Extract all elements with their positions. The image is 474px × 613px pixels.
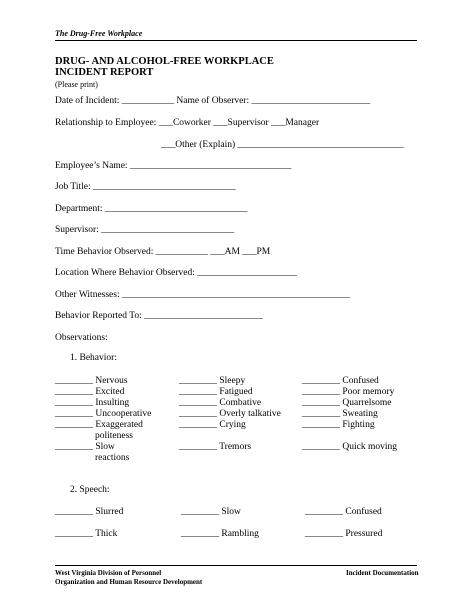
behavior-option-fatigued[interactable]: ________ Fatigued xyxy=(179,387,253,397)
print-instruction: (Please print) xyxy=(55,80,98,89)
supervisor-field[interactable]: Supervisor: ____________________________ xyxy=(55,225,235,235)
behavior-option-label-continuation: reactions xyxy=(95,453,130,463)
reported-to-field[interactable]: Behavior Reported To: _________________________ xyxy=(55,311,263,321)
behavior-option-fighting[interactable]: ________ Fighting xyxy=(302,420,375,430)
speech-heading: 2. Speech: xyxy=(70,485,110,495)
department-field[interactable]: Department: ______________________________ xyxy=(55,204,248,214)
speech-option-rambling[interactable]: ________ Rambling xyxy=(181,529,259,539)
behavior-option-sleepy[interactable]: ________ Sleepy xyxy=(179,376,246,386)
speech-option-slurred[interactable]: ________ Slurred xyxy=(55,507,124,517)
relationship-other-field[interactable]: ___Other (Explain) ___________________________________ xyxy=(161,140,404,150)
footer-org-line1: West Virginia Division of Personnel xyxy=(55,569,162,577)
time-observed-field[interactable]: Time Behavior Observed: ___________ ___AM ___PM xyxy=(55,247,271,257)
form-title: DRUG- AND ALCOHOL-FREE WORKPLACE xyxy=(55,56,274,67)
speech-option-pressured[interactable]: ________ Pressured xyxy=(305,529,383,539)
header-rule xyxy=(55,40,417,41)
employee-name-field[interactable]: Employee’s Name: __________________________________ xyxy=(55,161,292,171)
behavior-option-label-continuation: politeness xyxy=(95,431,133,441)
other-witnesses-field[interactable]: Other Witnesses: ________________________________________________ xyxy=(55,290,350,300)
behavior-option-sweating[interactable]: ________ Sweating xyxy=(302,409,378,419)
behavior-option-crying[interactable]: ________ Crying xyxy=(179,420,246,430)
speech-option-confused[interactable]: ________ Confused xyxy=(305,507,382,517)
form-subtitle: INCIDENT REPORT xyxy=(55,67,154,78)
behavior-option-quarrelsome[interactable]: ________ Quarrelsome xyxy=(302,398,392,408)
running-header: The Drug-Free Workplace xyxy=(55,29,143,38)
relationship-field[interactable]: Relationship to Employee: ___Coworker ___Supervisor ___Manager xyxy=(55,118,320,128)
behavior-option-exaggerated-politeness[interactable]: ________ Exaggerated xyxy=(55,420,143,430)
observations-label: Observations: xyxy=(55,333,108,343)
behavior-option-excited[interactable]: ________ Excited xyxy=(55,387,125,397)
speech-option-slow[interactable]: ________ Slow xyxy=(181,507,241,517)
footer-org-line2: Organization and Human Resource Development xyxy=(55,578,203,586)
footer-doc-label: Incident Documentation xyxy=(346,569,419,577)
behavior-option-combative[interactable]: ________ Combative xyxy=(179,398,262,408)
behavior-option-nervous[interactable]: ________ Nervous xyxy=(55,376,128,386)
behavior-option-insulting[interactable]: ________ Insulting xyxy=(55,398,130,408)
job-title-field[interactable]: Job Title: ______________________________ xyxy=(55,182,236,192)
speech-option-thick[interactable]: ________ Thick xyxy=(55,529,118,539)
behavior-option-quick-moving[interactable]: ________ Quick moving xyxy=(302,442,397,452)
behavior-option-uncooperative[interactable]: ________ Uncooperative xyxy=(55,409,152,419)
behavior-option-slow-reactions[interactable]: ________ Slow xyxy=(55,442,115,452)
footer-rule xyxy=(55,565,417,566)
date-of-incident-field[interactable]: Date of Incident: ___________ Name of Observer: _________________________ xyxy=(55,96,371,106)
behavior-option-confused[interactable]: ________ Confused xyxy=(302,376,379,386)
behavior-heading: 1. Behavior: xyxy=(70,353,117,363)
behavior-option-overly-talkative[interactable]: ________ Overly talkative xyxy=(179,409,281,419)
behavior-option-tremors[interactable]: ________ Tremors xyxy=(179,442,252,452)
behavior-option-poor-memory[interactable]: ________ Poor memory xyxy=(302,387,395,397)
location-field[interactable]: Location Where Behavior Observed: _____________________ xyxy=(55,268,298,278)
